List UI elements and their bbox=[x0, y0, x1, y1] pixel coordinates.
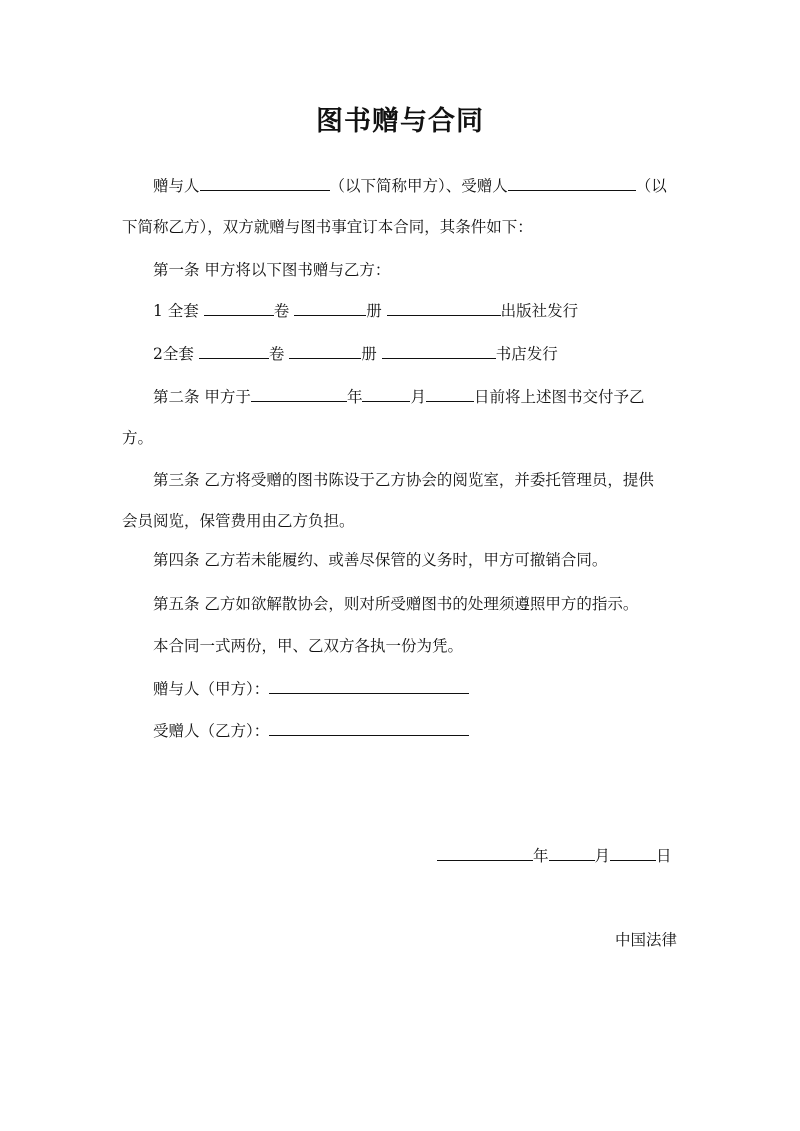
page-title: 图书赠与合同 bbox=[316, 106, 484, 137]
item2-prefix: 2全套 bbox=[153, 345, 194, 363]
article-5: 第五条 乙方如欲解散协会，则对所受赠图书的处理须遵照甲方的指示。 bbox=[153, 595, 639, 613]
item1-set-blank[interactable] bbox=[204, 300, 274, 316]
item1-publisher-blank[interactable] bbox=[387, 300, 501, 316]
article-3-line-2: 会员阅览，保管费用由乙方负担。 bbox=[122, 512, 355, 530]
intro-line-2: 下简称乙方），双方就赠与图书事宜订本合同，其条件如下： bbox=[122, 218, 533, 236]
art2-day-blank[interactable] bbox=[426, 386, 474, 402]
item2-volume-blank[interactable] bbox=[289, 343, 361, 359]
donor-signature-label: 赠与人（甲方）： bbox=[153, 680, 270, 698]
art2-year-blank[interactable] bbox=[251, 386, 347, 402]
donor-signature-line bbox=[153, 678, 469, 699]
date-day-blank[interactable] bbox=[610, 845, 656, 861]
copies-clause: 本合同一式两份，甲、乙双方各执一份为凭。 bbox=[153, 637, 464, 655]
abbr-a-text: （以下简称甲方）、受赠人 bbox=[329, 177, 508, 195]
item1-suffix: 出版社发行 bbox=[500, 302, 579, 320]
item1-volume-blank[interactable] bbox=[294, 300, 366, 316]
art2-month: 月 bbox=[410, 388, 426, 406]
date-line bbox=[437, 845, 672, 866]
art2-prefix: 第二条 甲方于 bbox=[153, 388, 251, 406]
donee-name-blank[interactable] bbox=[508, 175, 636, 191]
intro-line-1 bbox=[153, 175, 667, 196]
donee-signature-label: 受赠人（乙方）： bbox=[153, 722, 270, 740]
item1-ce: 册 bbox=[366, 302, 382, 320]
article-1: 第一条 甲方将以下图书赠与乙方： bbox=[153, 261, 391, 279]
date-year: 年 bbox=[533, 847, 549, 865]
abbr-b-start-text: （以 bbox=[635, 177, 667, 195]
item2-set-blank[interactable] bbox=[199, 343, 269, 359]
date-year-blank[interactable] bbox=[437, 845, 533, 861]
article-3-line-1: 第三条 乙方将受赠的图书陈设于乙方协会的阅览室，并委托管理员，提供 bbox=[153, 471, 654, 489]
item1-prefix: 1 全套 bbox=[153, 302, 199, 320]
item2-bookstore-blank[interactable] bbox=[382, 343, 496, 359]
item2-suffix: 书店发行 bbox=[495, 345, 558, 363]
art2-month-blank[interactable] bbox=[362, 386, 410, 402]
donor-name-blank[interactable] bbox=[200, 175, 330, 191]
donor-label: 赠与人 bbox=[153, 177, 200, 195]
donee-signature-blank[interactable] bbox=[269, 720, 469, 736]
footer-source: 中国法律 bbox=[615, 931, 678, 949]
donee-signature-line bbox=[153, 720, 469, 741]
article-2-line-2: 方。 bbox=[122, 429, 154, 447]
date-month-blank[interactable] bbox=[549, 845, 595, 861]
article-2-line-1 bbox=[153, 386, 644, 407]
art2-year: 年 bbox=[346, 388, 363, 406]
date-day: 日 bbox=[656, 847, 672, 865]
item2-juan: 卷 bbox=[268, 345, 285, 363]
date-month: 月 bbox=[594, 847, 611, 865]
donor-signature-blank[interactable] bbox=[269, 678, 469, 694]
item1-juan: 卷 bbox=[273, 302, 290, 320]
book-item-2 bbox=[153, 343, 558, 364]
article-4: 第四条 乙方若未能履约、或善尽保管的义务时，甲方可撤销合同。 bbox=[153, 551, 608, 569]
book-item-1 bbox=[153, 300, 578, 321]
art2-suffix: 日前将上述图书交付予乙 bbox=[473, 388, 645, 406]
item2-ce: 册 bbox=[361, 345, 377, 363]
